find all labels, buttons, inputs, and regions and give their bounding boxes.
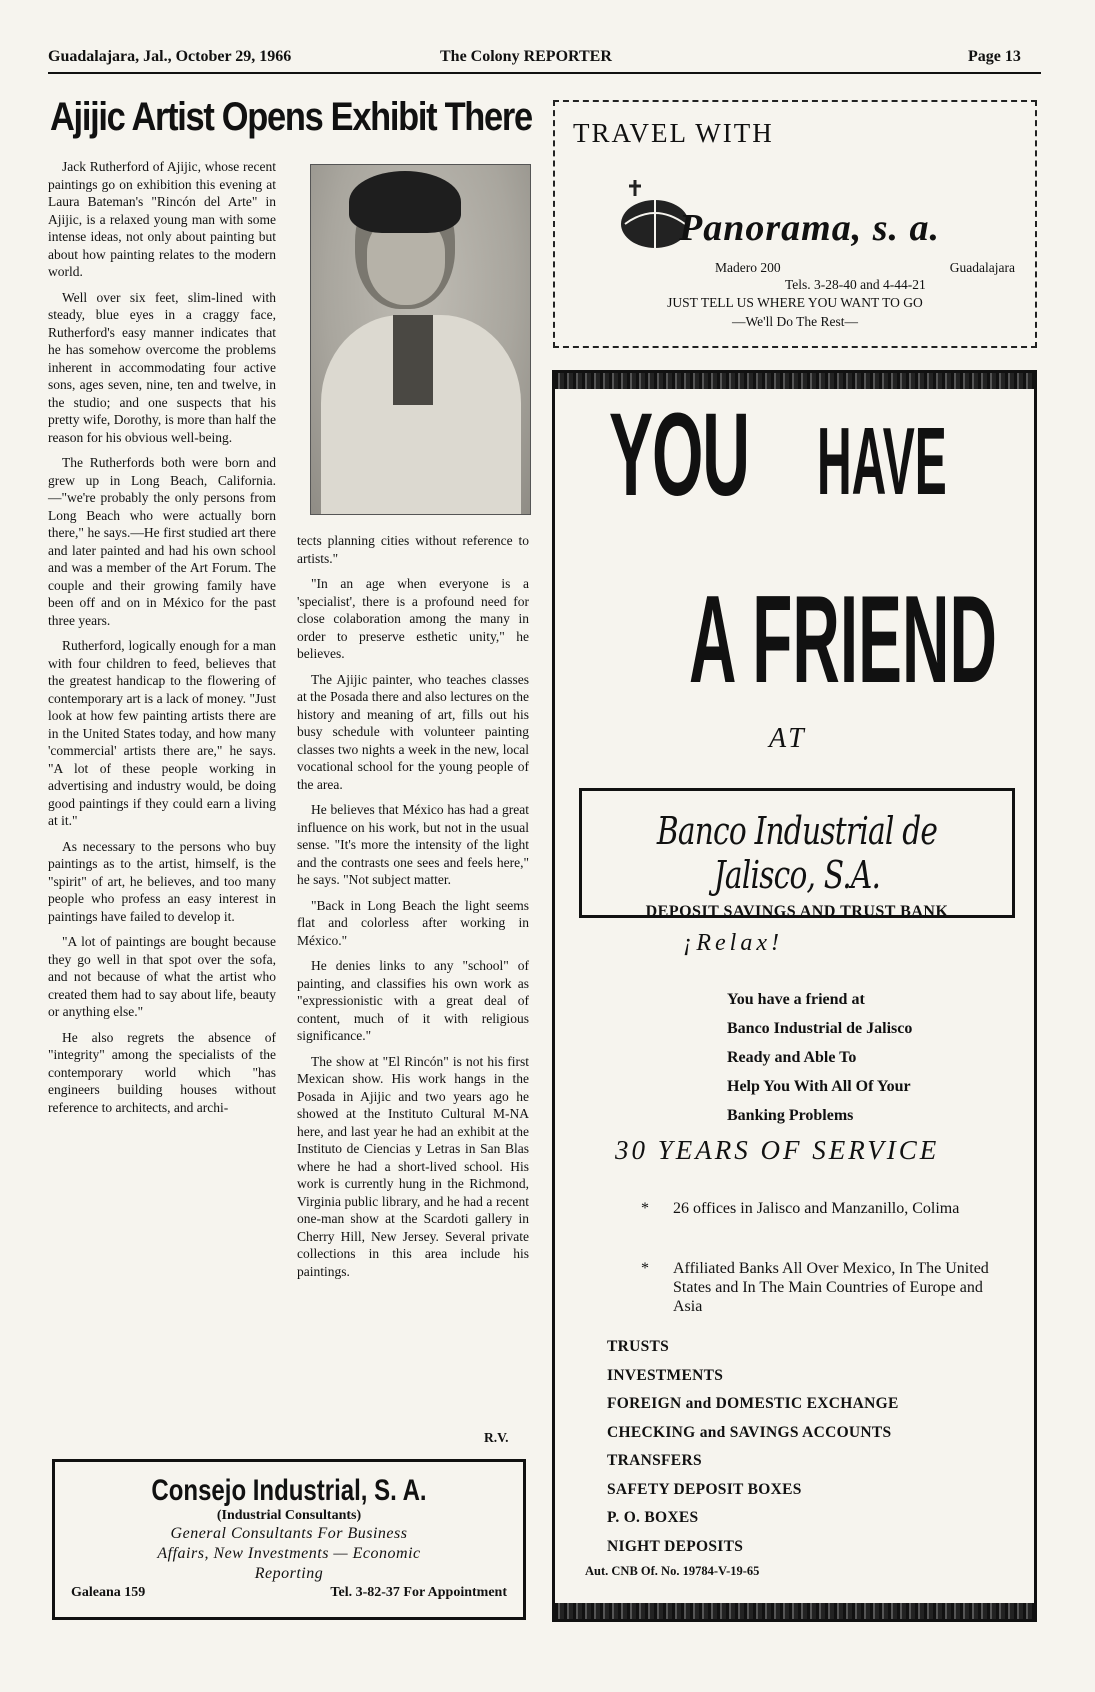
service-item: TRANSFERS [607, 1452, 702, 1469]
have-text: HAVE [817, 408, 947, 515]
paragraph: Rutherford, logically enough for a man with four children to feed, believes that the greatest handicap to the flowering of contemporary art is a lack of money. "Just look at how few painting artists there are in the United States today, and how many 'commercial' artists there are," he says. "A lot of these people working in advertising and industry would, be doing good paintings if they could earn a living at it." [48, 638, 276, 828]
paragraph: Jack Rutherford of Ajijic, whose recent paintings go on exhibition this evening at Laura Bateman's "Rincón del Arte" in Ajijic, is a relaxed young man with some intense ideas, not only about painting but about how painting relates to the modern world. [48, 159, 276, 279]
friend-line: Ready and Able To [727, 1049, 857, 1066]
service-item: NIGHT DEPOSITS [607, 1537, 744, 1555]
years-of-service: 30 YEARS OF SERVICE [615, 1135, 940, 1165]
travel-rest-line: —We'll Do The Rest— [732, 314, 858, 329]
dateline: Guadalajara, Jal., October 29, 1966 [48, 48, 292, 65]
asterisk-icon: * [641, 1200, 649, 1217]
friend-line: You have a friend at [727, 991, 865, 1008]
header-rule [48, 72, 1041, 74]
article-headline: Ajijic Artist Opens Exhibit There [50, 95, 532, 139]
paragraph: "In an age when everyone is a 'specialist', there is a profound need for close colaboration among the many in order to preserve esthetic unity," he believes. [297, 576, 529, 661]
paragraph: He believes that México has had a great influence on his work, but not in the usual sense. "It's more the intensity of the light and the contrasts one sees and feels here," he says. "Not subject matter. [297, 802, 529, 887]
portrait-collar [393, 315, 433, 405]
service-item: FOREIGN and DOMESTIC EXCHANGE [607, 1395, 899, 1412]
travel-address: Madero 200 [715, 260, 781, 275]
services-list [607, 1333, 899, 1561]
service-item: CHECKING and SAVINGS ACCOUNTS [607, 1423, 892, 1441]
article-column-1 [48, 158, 276, 1124]
friend-line: Help You With All Of Your [727, 1078, 911, 1095]
travel-telephones: Tels. 3-28-40 and 4-44-21 [785, 277, 926, 292]
portrait-hair [349, 171, 461, 233]
travel-tagline: JUST TELL US WHERE YOU WANT TO GO [667, 295, 923, 310]
bank-script-name: Banco Industrial de Jalisco, S.A. [656, 809, 938, 897]
you-text: YOU [609, 389, 749, 521]
paragraph: The show at "El Rincón" is not his first Mexican show. His work hangs in the Posada in Ajijic and two years ago he showed at the Instituto Cultural M-NA here, and last year he had an exhibit at the Instituto de Ciencias y Letras in San Blas where he had a short-lived school. His work is currently hung in the Richmond, Virginia public library, and he had a recent one-man show at the Scardoti gallery in Cherry Hill, New Jersey. Several private collections in this area include his paintings. [297, 1053, 529, 1279]
paragraph: "A lot of paintings are bought because they go well in that spot over the sofa, and not because of what the artist who created them had to say about life, beauty or anything else." [48, 934, 276, 1019]
author-initials: R.V. [484, 1430, 509, 1445]
paragraph: "Back in Long Beach the light seems flat and colorless after working in México." [297, 897, 529, 948]
bullet-text: 26 offices in Jalisco and Manzanillo, Colima [673, 1200, 960, 1217]
friend-line: Banking Problems [727, 1107, 854, 1124]
bottom-border-band [555, 1603, 1034, 1619]
service-item: TRUSTS [607, 1338, 670, 1355]
service-item: INVESTMENTS [607, 1366, 724, 1384]
asterisk-icon: * [641, 1260, 649, 1277]
consejo-telephone: Tel. 3-82-37 For Appointment [330, 1585, 507, 1600]
paper-name: The Colony REPORTER [440, 48, 612, 65]
paragraph: The Ajijic painter, who teaches classes at the Posada there and also lectures on the history and meaning of art, fills out his busy schedule with volunteer painting classes two nights a week in the new, local vocational school for the young people of the area. [297, 671, 529, 792]
service-item: SAFETY DEPOSIT BOXES [607, 1480, 802, 1498]
authorization-number: Aut. CNB Of. No. 19784-V-19-65 [585, 1564, 760, 1578]
page-number: Page 13 [968, 48, 1021, 65]
friend-line: Banco Industrial de Jalisco [727, 1020, 913, 1037]
bullet-text: Affiliated Banks All Over Mexico, In The United States and In The Main Countries of Europe and Asia [673, 1260, 989, 1315]
travel-city: Guadalajara [949, 260, 1015, 275]
bullet-affiliated [641, 1259, 993, 1316]
article-column-2 [297, 532, 529, 1288]
at-text: AT [769, 723, 807, 754]
banco-industrial-ad [552, 370, 1037, 1622]
a-friend-text: A FRIEND [689, 571, 997, 709]
paragraph: He also regrets the absence of "integrity" among the specialists of the contemporary world which "has engineers building houses without reference to architects, and archi- [48, 1029, 276, 1115]
artist-portrait-photo [310, 164, 531, 515]
consejo-line-1: General Consultants For Business [170, 1525, 408, 1542]
consejo-industrial-ad [52, 1459, 526, 1620]
panorama-travel-ad [553, 100, 1037, 348]
bank-name-box [579, 788, 1015, 918]
service-item: P. O. BOXES [607, 1509, 699, 1526]
paragraph: tects planning cities without reference to artists." [297, 533, 529, 566]
paragraph: As necessary to the persons who buy paintings as to the artist, himself, is the "spirit" of art, he believes, and too many people who profess an easy interest in paintings have failed to develop it. [48, 838, 276, 924]
panorama-brand: Panorama, s. a. [679, 207, 940, 249]
consejo-line-3: Reporting [254, 1565, 324, 1582]
travel-title: TRAVEL WITH [573, 118, 774, 148]
consejo-line-2: Affairs, New Investments — Economic [157, 1545, 421, 1562]
paragraph: He denies links to any "school" of painting, and classifies his own work as "expressionistic with a great deal of content, much of it with religious significance." [297, 958, 529, 1043]
bullet-offices [641, 1199, 993, 1218]
friend-lines [727, 985, 912, 1130]
relax-text: ¡Relax! [683, 930, 783, 956]
paragraph: Well over six feet, slim-lined with steady, blue eyes in a craggy face, Rutherford's easy manner indicates that he has somehow overcome the problems inherent in accommodating four active sons, ages seven, nine, ten and twelve, in the studio; and one suspects that his pretty wife, Dorothy, is more than half the reason for his obvious well-being. [48, 289, 276, 445]
bank-department: DEPOSIT SAVINGS AND TRUST BANK [645, 903, 949, 920]
consejo-name: Consejo Industrial, S. A. [151, 1474, 427, 1507]
consejo-address: Galeana 159 [71, 1585, 146, 1600]
paragraph: The Rutherfords both were born and grew up in Long Beach, California.—"we're probably the only persons from Long Beach who were actually born there," he says.—He first studied art there and later painted and had his own school and was a member of the Art Forum. The couple and their growing family have been off and on in México for the past three years. [48, 455, 276, 628]
consejo-subtitle: (Industrial Consultants) [216, 1508, 362, 1523]
